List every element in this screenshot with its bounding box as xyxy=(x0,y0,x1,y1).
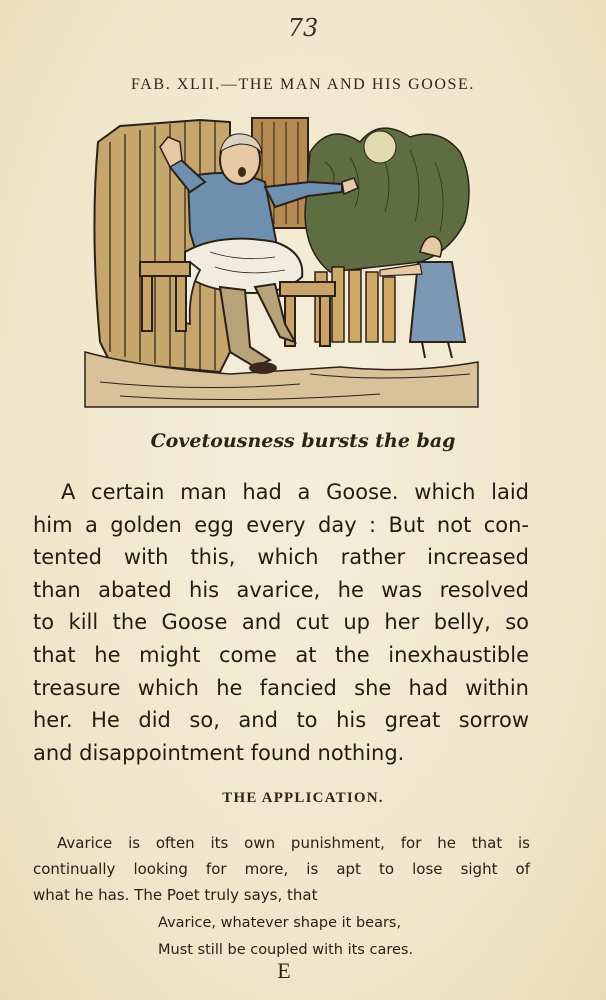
body-line: treasure which he fancied she had within xyxy=(33,675,529,700)
application-line: Avarice is often its own punishment, for he that is xyxy=(57,834,530,852)
illustration-caption: Covetousness bursts the bag xyxy=(150,430,456,452)
body-line: and disappointment found nothing. xyxy=(33,740,405,765)
poem-verse xyxy=(158,910,488,964)
body-line: than abated his avarice, he was resolved xyxy=(33,577,529,602)
body-line: A certain man had a Goose. which laid xyxy=(61,480,529,504)
body-line: that he might come at the inexhaustible xyxy=(33,642,529,667)
application-text xyxy=(33,830,530,908)
application-heading: THE APPLICATION. xyxy=(222,790,384,806)
verse-line: Must still be coupled with its cares. xyxy=(158,942,414,958)
body-line: her. He did so, and to his great sorrow xyxy=(33,708,529,733)
application-line: what he has. The Poet truly says, that xyxy=(33,886,318,904)
fable-title: FAB. XLII.—THE MAN AND HIS GOOSE. xyxy=(130,76,476,93)
body-line: to kill the Goose and cut up her belly, so xyxy=(33,610,529,635)
body-line: tented with this, which rather increased xyxy=(33,545,529,570)
verse-line: Avarice, whatever shape it bears, xyxy=(158,915,402,931)
page-number: 73 xyxy=(287,14,319,42)
body-line: him a golden egg every day : But not con- xyxy=(33,512,529,537)
application-line: continually looking for more, is apt to lose sight of xyxy=(33,860,530,878)
woodcut-illustration xyxy=(80,112,482,412)
signature-mark: E xyxy=(277,958,291,983)
fable-body xyxy=(33,476,529,769)
